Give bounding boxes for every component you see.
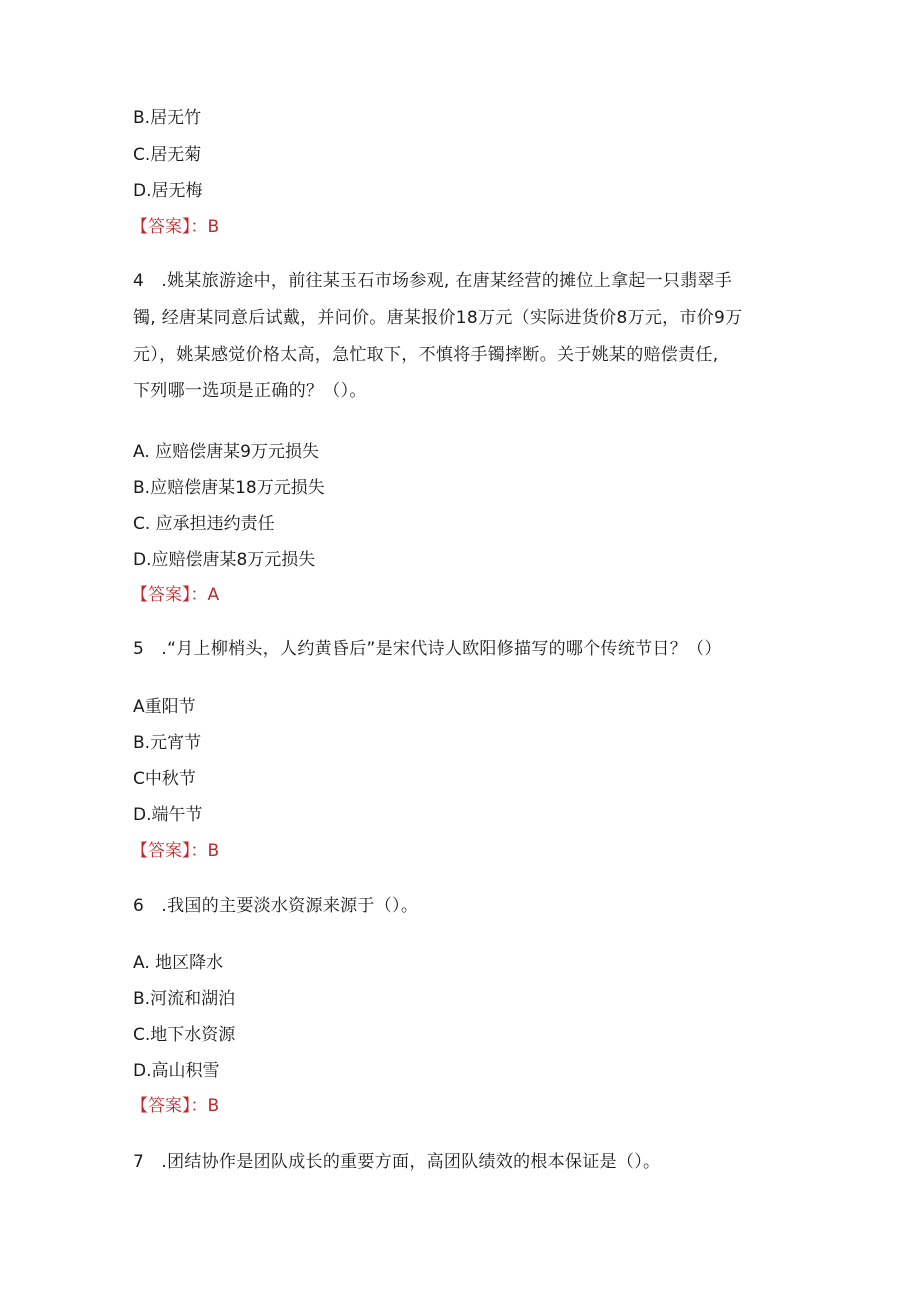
q4-option-b: B.应赔偿唐某18万元损失 — [133, 478, 325, 498]
q4-text-line-1: 4 .姚某旅游途中，前往某玉石市场参观, 在唐某经营的摊位上拿起一只翡翠手 — [133, 271, 733, 291]
q5-text-line-1: 5 .“月上柳梢头，人约黄昏后”是宋代诗人欧阳修描写的哪个传统节日？（） — [133, 639, 722, 659]
q4-text-line-4: 下列哪一选项是正确的？（）。 — [133, 381, 367, 401]
q7-text-line-1: 7 .团结协作是团队成长的重要方面，高团队绩效的根本保证是（）。 — [133, 1152, 661, 1172]
q6-answer: 【答案】：B — [131, 1096, 220, 1116]
q6-option-a: A. 地区降水 — [133, 953, 224, 973]
q3-option-c: C.居无菊 — [133, 145, 202, 165]
q5-option-b: B.元宵节 — [133, 733, 202, 753]
q6-option-d: D.高山积雪 — [133, 1061, 220, 1081]
q5-answer: 【答案】：B — [131, 841, 220, 861]
q4-option-c: C. 应承担违约责任 — [133, 514, 275, 534]
q4-text-line-2: 镯, 经唐某同意后试戴，并问价。唐某报价18万元（实际进货价8万元，市价9万 — [133, 308, 743, 328]
q4-option-d: D.应赔偿唐某8万元损失 — [133, 550, 316, 570]
q4-option-a: A. 应赔偿唐某9万元损失 — [133, 442, 319, 462]
q4-answer: 【答案】：A — [131, 585, 220, 605]
q3-option-d: D.居无梅 — [133, 181, 203, 201]
q6-option-c: C.地下水资源 — [133, 1025, 236, 1045]
q6-option-b: B.河流和湖泊 — [133, 989, 236, 1009]
q5-option-a: A重阳节 — [133, 697, 196, 717]
q5-option-d: D.端午节 — [133, 805, 203, 825]
q4-text-line-3: 元），姚某感觉价格太高，急忙取下，不慎将手镯摔断。关于姚某的赔偿责任, — [133, 345, 719, 365]
q6-text-line-1: 6 .我国的主要淡水资源来源于（）。 — [133, 896, 419, 916]
q3-option-b: B.居无竹 — [133, 108, 202, 128]
q5-option-c: C中秋节 — [133, 769, 196, 789]
q3-answer: 【答案】：B — [131, 217, 220, 237]
